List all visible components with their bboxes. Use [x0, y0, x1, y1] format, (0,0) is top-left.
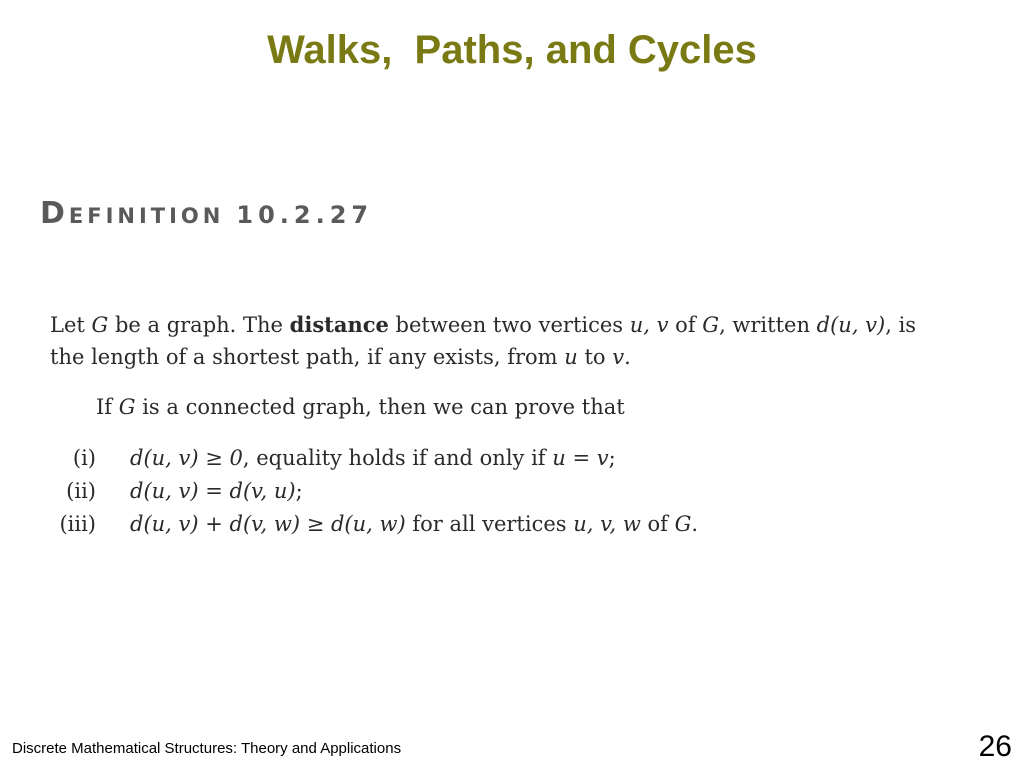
definition-line-2	[50, 345, 631, 369]
text-written: , written	[719, 313, 817, 337]
condition-text: of	[640, 512, 675, 536]
page-number: 26	[978, 730, 1012, 763]
math-g: G	[702, 313, 720, 337]
text-be-graph: be a graph. The	[108, 313, 290, 337]
definition-heading	[40, 196, 373, 231]
math-v: v	[612, 345, 625, 369]
condition-math: d(u, v) + d(v, w) ≥ d(u, w)	[130, 512, 406, 536]
condition-text: for all vertices	[405, 512, 574, 536]
text-is: , is	[885, 313, 917, 337]
condition-label: (i)	[72, 446, 96, 470]
condition-math: u = v	[552, 446, 609, 470]
condition-row	[0, 446, 1024, 476]
text-if: If	[96, 395, 119, 419]
condition-math: d(u, v) = d(v, u)	[130, 479, 296, 503]
math-g: G	[91, 313, 109, 337]
condition-body	[130, 512, 698, 536]
condition-row	[0, 512, 1024, 542]
condition-math: u, v, w	[573, 512, 641, 536]
condition-label: (ii)	[66, 479, 96, 503]
definition-heading-word: EFINITION	[68, 204, 225, 228]
math-g: G	[118, 395, 136, 419]
condition-body	[130, 479, 303, 503]
condition-row	[0, 479, 1024, 509]
text-shortest-path: the length of a shortest path, if any exists, from	[50, 345, 565, 369]
math-uv-list: u, v	[629, 313, 669, 337]
definition-line-1	[50, 312, 916, 337]
definition-number: 10.2.27	[236, 201, 374, 229]
text-connected: is a connected graph, then we can prove that	[135, 395, 625, 419]
condition-body	[130, 446, 616, 470]
condition-end: ;	[608, 446, 616, 470]
text-between: between two vertices	[388, 313, 630, 337]
text-let: Let	[50, 313, 92, 337]
slide-title: Walks, Paths, and Cycles	[267, 28, 757, 72]
text-period: .	[624, 345, 631, 369]
condition-label: (iii)	[59, 512, 96, 536]
condition-text: , equality holds if and only if	[242, 446, 553, 470]
condition-end: ;	[295, 479, 303, 503]
term-distance: distance	[289, 312, 389, 337]
math-duv: d(u, v)	[816, 313, 886, 337]
condition-math: d(u, v) ≥ 0	[130, 446, 243, 470]
text-to: to	[577, 345, 613, 369]
math-g: G	[674, 512, 692, 536]
footer-book-title: Discrete Mathematical Structures: Theory and Applications	[12, 740, 402, 757]
definition-heading-initial: D	[40, 196, 69, 231]
text-of: of	[668, 313, 703, 337]
condition-end: .	[691, 512, 699, 536]
definition-line-3	[96, 395, 625, 419]
math-u: u	[564, 345, 578, 369]
